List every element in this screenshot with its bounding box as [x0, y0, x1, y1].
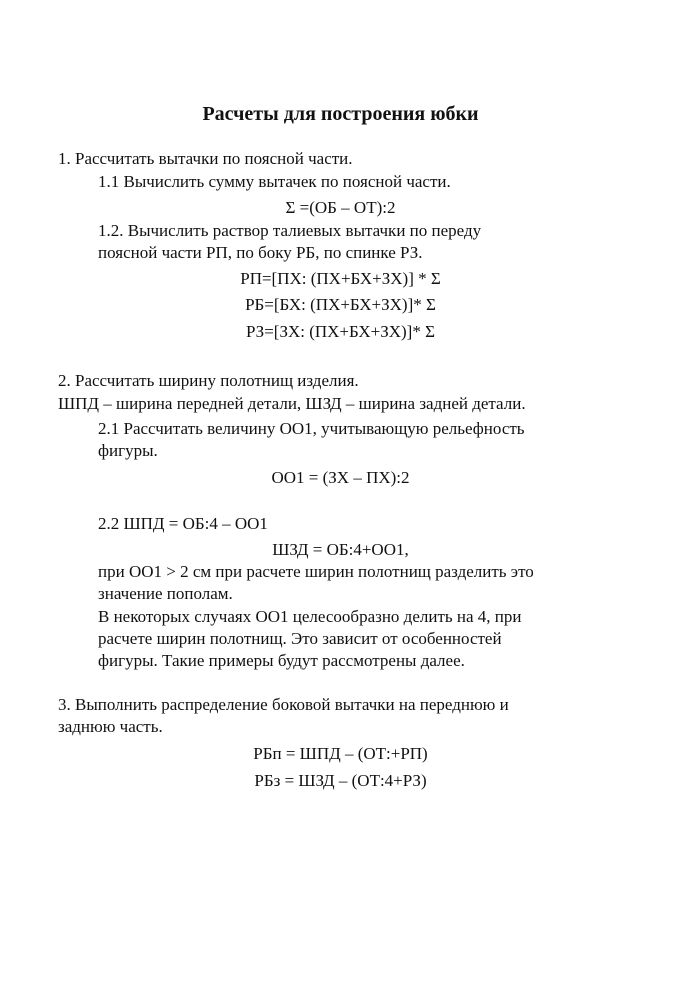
page-title: Расчеты для построения юбки: [202, 103, 479, 125]
section-2-1-text-line2: фигуры.: [98, 441, 158, 460]
formula-rbz: РБз = ШЗД – (ОТ:4+РЗ): [254, 771, 427, 790]
section-2-1-text-line1: 2.1 Рассчитать величину ОО1, учитывающую рельефность: [98, 419, 525, 438]
formula-rp: РП=[ПХ: (ПХ+БХ+ЗХ)] * Σ: [240, 269, 441, 288]
formula-sum: Σ =(ОБ – ОТ):2: [285, 198, 396, 217]
formula-shzd: ШЗД = ОБ:4+ОО1,: [272, 540, 409, 559]
section-1-2-text-line1: 1.2. Вычислить раствор талиевых вытачки по переду: [98, 221, 482, 240]
section-2-2-text: 2.2 ШПД = ОБ:4 – ОО1: [98, 514, 268, 533]
section-1-1-text: 1.1 Вычислить сумму вытачек по поясной части.: [98, 172, 451, 191]
section-2-definition: ШПД – ширина передней детали, ШЗД – ширина задней детали.: [58, 394, 526, 413]
section-1-heading: 1. Рассчитать вытачки по поясной части.: [58, 149, 353, 168]
formula-oo1: ОО1 = (ЗХ – ПХ):2: [271, 468, 410, 487]
section-2-heading: 2. Рассчитать ширину полотнищ изделия.: [58, 371, 359, 390]
formula-rbp: РБп = ШПД – (ОТ:+РП): [253, 744, 428, 763]
note-1-line1: при ОО1 > 2 см при расчете ширин полотнищ разделить это: [98, 562, 534, 581]
formula-rb: РБ=[БХ: (ПХ+БХ+ЗХ)]* Σ: [245, 295, 436, 314]
formula-rz: РЗ=[ЗХ: (ПХ+БХ+ЗХ)]* Σ: [246, 322, 435, 341]
note-2-line1: В некоторых случаях ОО1 целесообразно делить на 4, при: [98, 607, 522, 626]
section-3-heading-line1: 3. Выполнить распределение боковой вытачки на переднюю и: [58, 695, 509, 714]
section-1-2-text-line2: поясной части РП, по боку РБ, по спинке РЗ.: [98, 243, 423, 262]
section-3-heading-line2: заднюю часть.: [58, 717, 163, 736]
note-1-line2: значение пополам.: [98, 584, 233, 603]
note-2-line3: фигуры. Такие примеры будут рассмотрены далее.: [98, 651, 465, 670]
note-2-line2: расчете ширин полотнищ. Это зависит от особенностей: [98, 629, 502, 648]
